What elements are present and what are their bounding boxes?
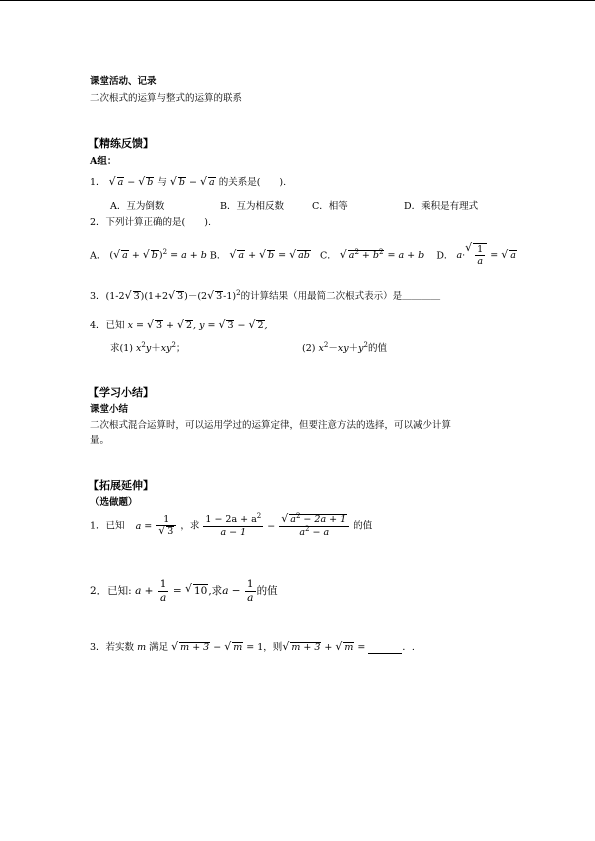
question-1-option-c: C．相等 [312,201,348,212]
question-2-stem: 2．下列计算正确的是( ). [90,217,211,228]
extension-question-3 [90,639,415,654]
question-2-option-c-label: C． [319,250,337,262]
question-2-option-d-expr: a· √ $\frac{1}{a}$ = √ a [456,250,516,261]
summary-line-2: 量。 [90,435,110,446]
summary-line-1: 二次根式混合运算时，可以运用学过的运算定律，但要注意方法的选择，可以减少计算 [90,420,452,431]
question-1-option-d: D．乘积是有理式 [404,201,479,212]
extension-question-3-condition-label: 满足 [149,642,169,653]
extension-question-2-stem: 2．已知: [90,585,132,598]
extension-question-1 [90,511,373,538]
question-1 [90,174,286,189]
question-1-expr-a: √ a − √ b [109,177,155,188]
question-4-sub-1-expr: $x^2y+xy^2$； [136,340,186,354]
extension-question-2 [90,578,278,604]
practice-section-title: 【精练反馈】 [88,137,154,150]
extension-question-3-answer-blank [368,642,402,654]
extension-section-title: 【拓展延伸】 [88,479,154,492]
page-top-rule [0,0,595,1]
practice-group-label: A组： [90,156,117,167]
question-4-sub-2: (2) $x^2-xy+y^2$的值 [302,340,387,354]
extension-question-3-then: ，则 [263,642,283,653]
extension-question-1-given: a = 1 √ 3 [136,521,178,532]
question-2-option-a-label: A． [90,250,107,262]
extension-question-1-tail: 的值 [353,520,373,532]
classroom-activity-title: 课堂活动、记录 [90,76,157,87]
question-2-option-b-label: B． [209,250,227,262]
question-4-sub-2-tail: 的值 [367,343,387,354]
extension-question-2-ask: ,求 [208,585,223,598]
question-1-option-a: A．互为倒数 [110,201,165,212]
question-2-option-a-expr: (√ a + √ b)$^2$ = a + b [109,250,206,261]
extension-question-3-tail: ．. [402,642,415,653]
extension-question-2-expr: a − $\frac{1}{a}$ [222,578,254,604]
extension-optional-note: （选做题） [90,497,138,508]
question-3-part-1: 3．(1-2 [90,291,125,302]
question-1-connector: 与 [157,177,167,188]
question-3-answer-blank: ＿＿＿＿ [402,291,441,302]
question-4 [90,317,268,332]
question-2-option-c-expr: √ $a^2 + b^2 = a + b$ [340,250,424,261]
extension-question-3-var: m [137,642,147,653]
question-3-part-5: 的计算结果（用最简二次根式表示）是 [240,291,403,302]
extension-question-1-expr: $\frac{1 - 2a + a^2}{a - 1}$ − √ $\frac{a^2 - 2a + 1}{a^2 - a}$ [202,521,350,532]
question-4-given: x = √ 3 + √ 2, y = √ 3 − √ 2, [128,320,268,331]
classroom-activity-subtitle: 二次根式的运算与整式的运算的联系 [90,93,243,104]
question-1-number: 1． [90,177,106,188]
question-4-sub-1-label: 求(1) [110,343,133,354]
summary-subtitle: 课堂小结 [90,404,129,415]
question-2-options [90,243,517,268]
extension-question-3-ask: √ m + 3 + √ m = [282,642,368,653]
question-4-sub-1 [110,340,185,354]
question-3-part-4: -1) [223,291,237,302]
question-2-option-b-expr: √ a + √ b = √ ab [229,250,311,261]
question-1-expr-b: √ b − √ a [170,177,216,188]
extension-question-3-condition: √ m + 3 − √ m = 1 [171,642,263,653]
extension-question-2-tail: 的值 [256,585,278,598]
extension-question-1-stem: 1．已知 [90,520,125,532]
question-1-option-b: B．互为相反数 [220,201,284,212]
question-3: 3．(1-2√ 3)(1+2√ 3)－(2√ 3-1)$^2$的计算结果（用最简二次根式表示）是＿＿＿＿ [90,288,440,303]
question-3-part-3: )－(2 [184,291,208,302]
extension-question-2-given: a + $\frac{1}{a}$ = √ 10 [135,585,208,597]
question-4-sub-2-expr: $x^2-xy+y^2$ [318,340,368,354]
question-2-option-d-label: D． [436,250,454,262]
extension-question-3-stem: 3．若实数 [90,642,135,653]
summary-section-title: 【学习小结】 [88,386,154,399]
extension-question-1-ask: ，求 [180,520,200,532]
question-1-stem: 的关系是( ). [218,177,287,188]
question-4-stem: 4．已知 [90,320,125,331]
question-3-part-2: )(1+2 [140,291,169,302]
